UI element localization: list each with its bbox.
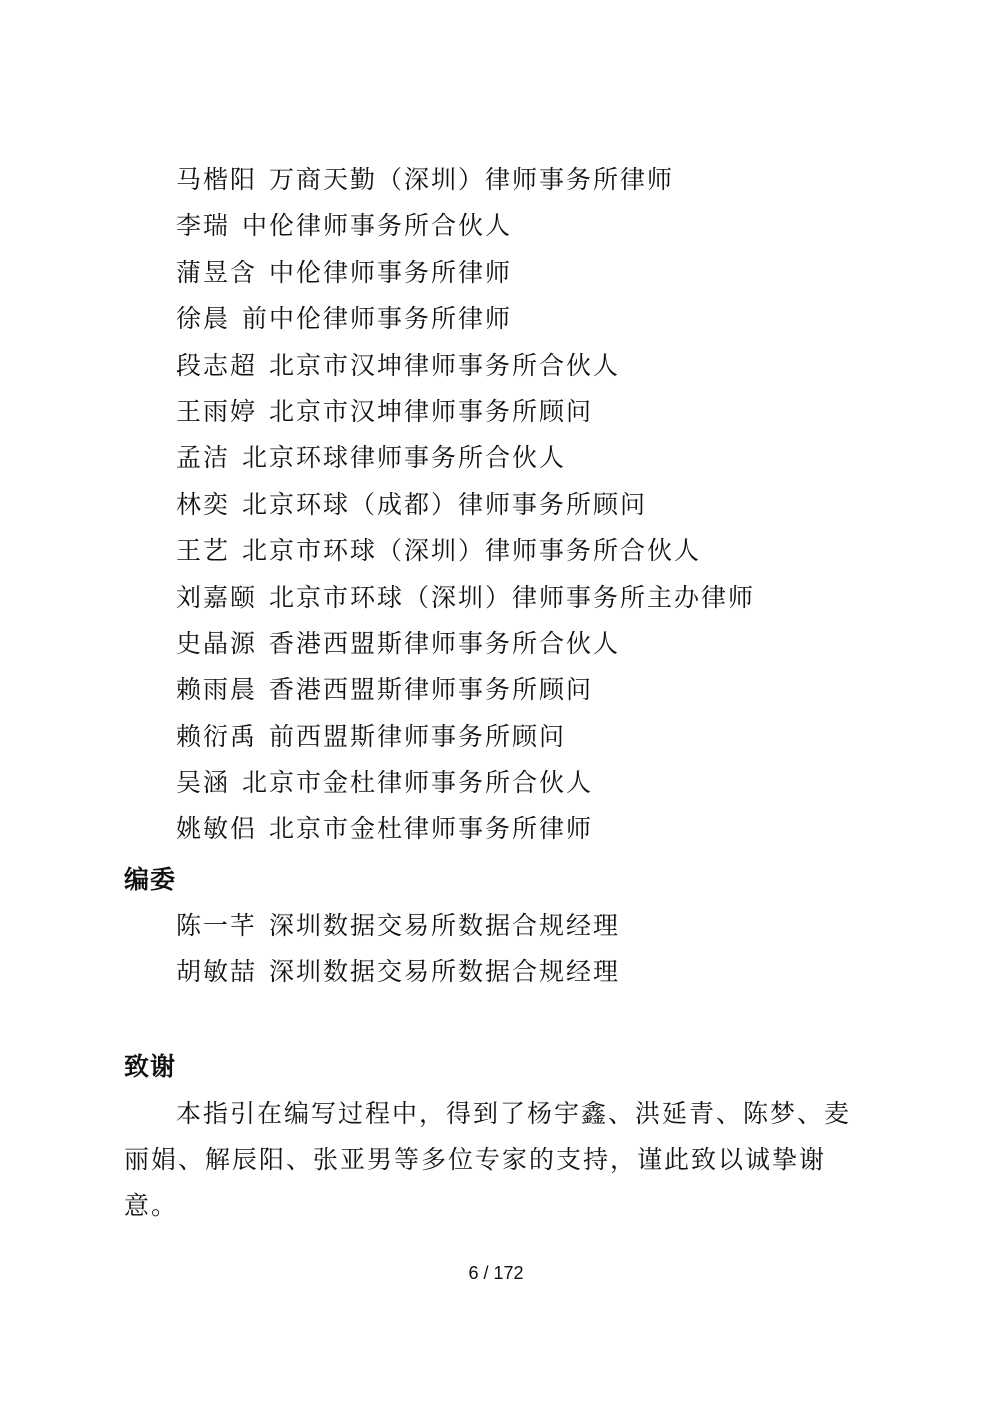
contributor-role: 中伦律师事务所律师 xyxy=(269,257,513,287)
contributor-role: 前中伦律师事务所律师 xyxy=(242,304,513,334)
contributor-row xyxy=(176,296,755,342)
contributor-role: 北京环球律师事务所合伙人 xyxy=(242,443,567,473)
contributor-name: 林奕 xyxy=(176,489,231,519)
contributors-list xyxy=(176,157,755,853)
acknowledgement-text: 本指引在编写过程中，得到了杨宇鑫、洪延青、陈梦、麦丽娟、解辰阳、张亚男等多位专家的支持，谨此致以诚挚谢意。 xyxy=(124,1099,852,1220)
contributor-role: 万商天勤（深圳）律师事务所律师 xyxy=(269,165,675,194)
contributor-row xyxy=(176,482,755,528)
contributor-role: 北京市汉坤律师事务所合伙人 xyxy=(269,350,621,380)
contributor-row xyxy=(176,621,755,667)
editor-row xyxy=(176,949,620,995)
contributor-name: 刘嘉颐 xyxy=(176,582,258,612)
contributor-name: 吴涵 xyxy=(176,768,231,798)
contributor-row xyxy=(176,806,755,852)
editor-role: 深圳数据交易所数据合规经理 xyxy=(269,957,621,987)
contributor-role: 前西盟斯律师事务所顾问 xyxy=(269,721,567,751)
editorial-list xyxy=(176,903,620,996)
contributor-row xyxy=(176,714,755,760)
contributor-name: 王艺 xyxy=(176,536,231,566)
contributor-role: 香港西盟斯律师事务所顾问 xyxy=(269,675,594,705)
contributor-role: 北京市金杜律师事务所合伙人 xyxy=(242,768,594,798)
acknowledgement-heading: 致谢 xyxy=(124,1052,177,1081)
contributor-name: 赖衍禹 xyxy=(176,721,258,751)
contributor-name: 孟洁 xyxy=(176,443,231,473)
contributor-row xyxy=(176,157,755,203)
contributor-role: 北京市环球（深圳）律师事务所合伙人 xyxy=(242,536,702,566)
contributor-row xyxy=(176,250,755,296)
contributor-name: 王雨婷 xyxy=(176,396,258,426)
contributor-name: 徐晨 xyxy=(176,304,231,334)
contributor-name: 史晶源 xyxy=(176,628,258,658)
contributor-row xyxy=(176,435,755,481)
contributor-name: 段志超 xyxy=(176,350,258,380)
contributor-row xyxy=(176,343,755,389)
editor-row xyxy=(176,903,620,949)
contributor-role: 北京市汉坤律师事务所顾问 xyxy=(269,396,594,426)
contributor-role: 北京环球（成都）律师事务所顾问 xyxy=(242,489,648,519)
contributor-name: 马楷阳 xyxy=(176,165,258,194)
contributor-name: 赖雨晨 xyxy=(176,675,258,705)
contributor-role: 北京市环球（深圳）律师事务所主办律师 xyxy=(269,582,756,612)
contributor-name: 姚敏侣 xyxy=(176,814,258,844)
editor-role: 深圳数据交易所数据合规经理 xyxy=(269,911,621,940)
contributor-role: 香港西盟斯律师事务所合伙人 xyxy=(269,628,621,658)
page-number: 6 / 172 xyxy=(468,1263,524,1283)
contributor-row xyxy=(176,760,755,806)
contributor-name: 李瑞 xyxy=(176,211,231,241)
contributor-name: 蒲昱含 xyxy=(176,257,258,287)
contributor-role: 中伦律师事务所合伙人 xyxy=(242,211,513,241)
contributor-row xyxy=(176,528,755,574)
editorial-heading: 编委 xyxy=(124,865,177,894)
editor-name: 陈一芊 xyxy=(176,911,258,940)
contributor-row xyxy=(176,203,755,249)
editor-name: 胡敏喆 xyxy=(176,957,258,987)
contributor-row xyxy=(176,575,755,621)
contributor-row xyxy=(176,667,755,713)
contributor-row xyxy=(176,389,755,435)
contributor-role: 北京市金杜律师事务所律师 xyxy=(269,814,594,844)
